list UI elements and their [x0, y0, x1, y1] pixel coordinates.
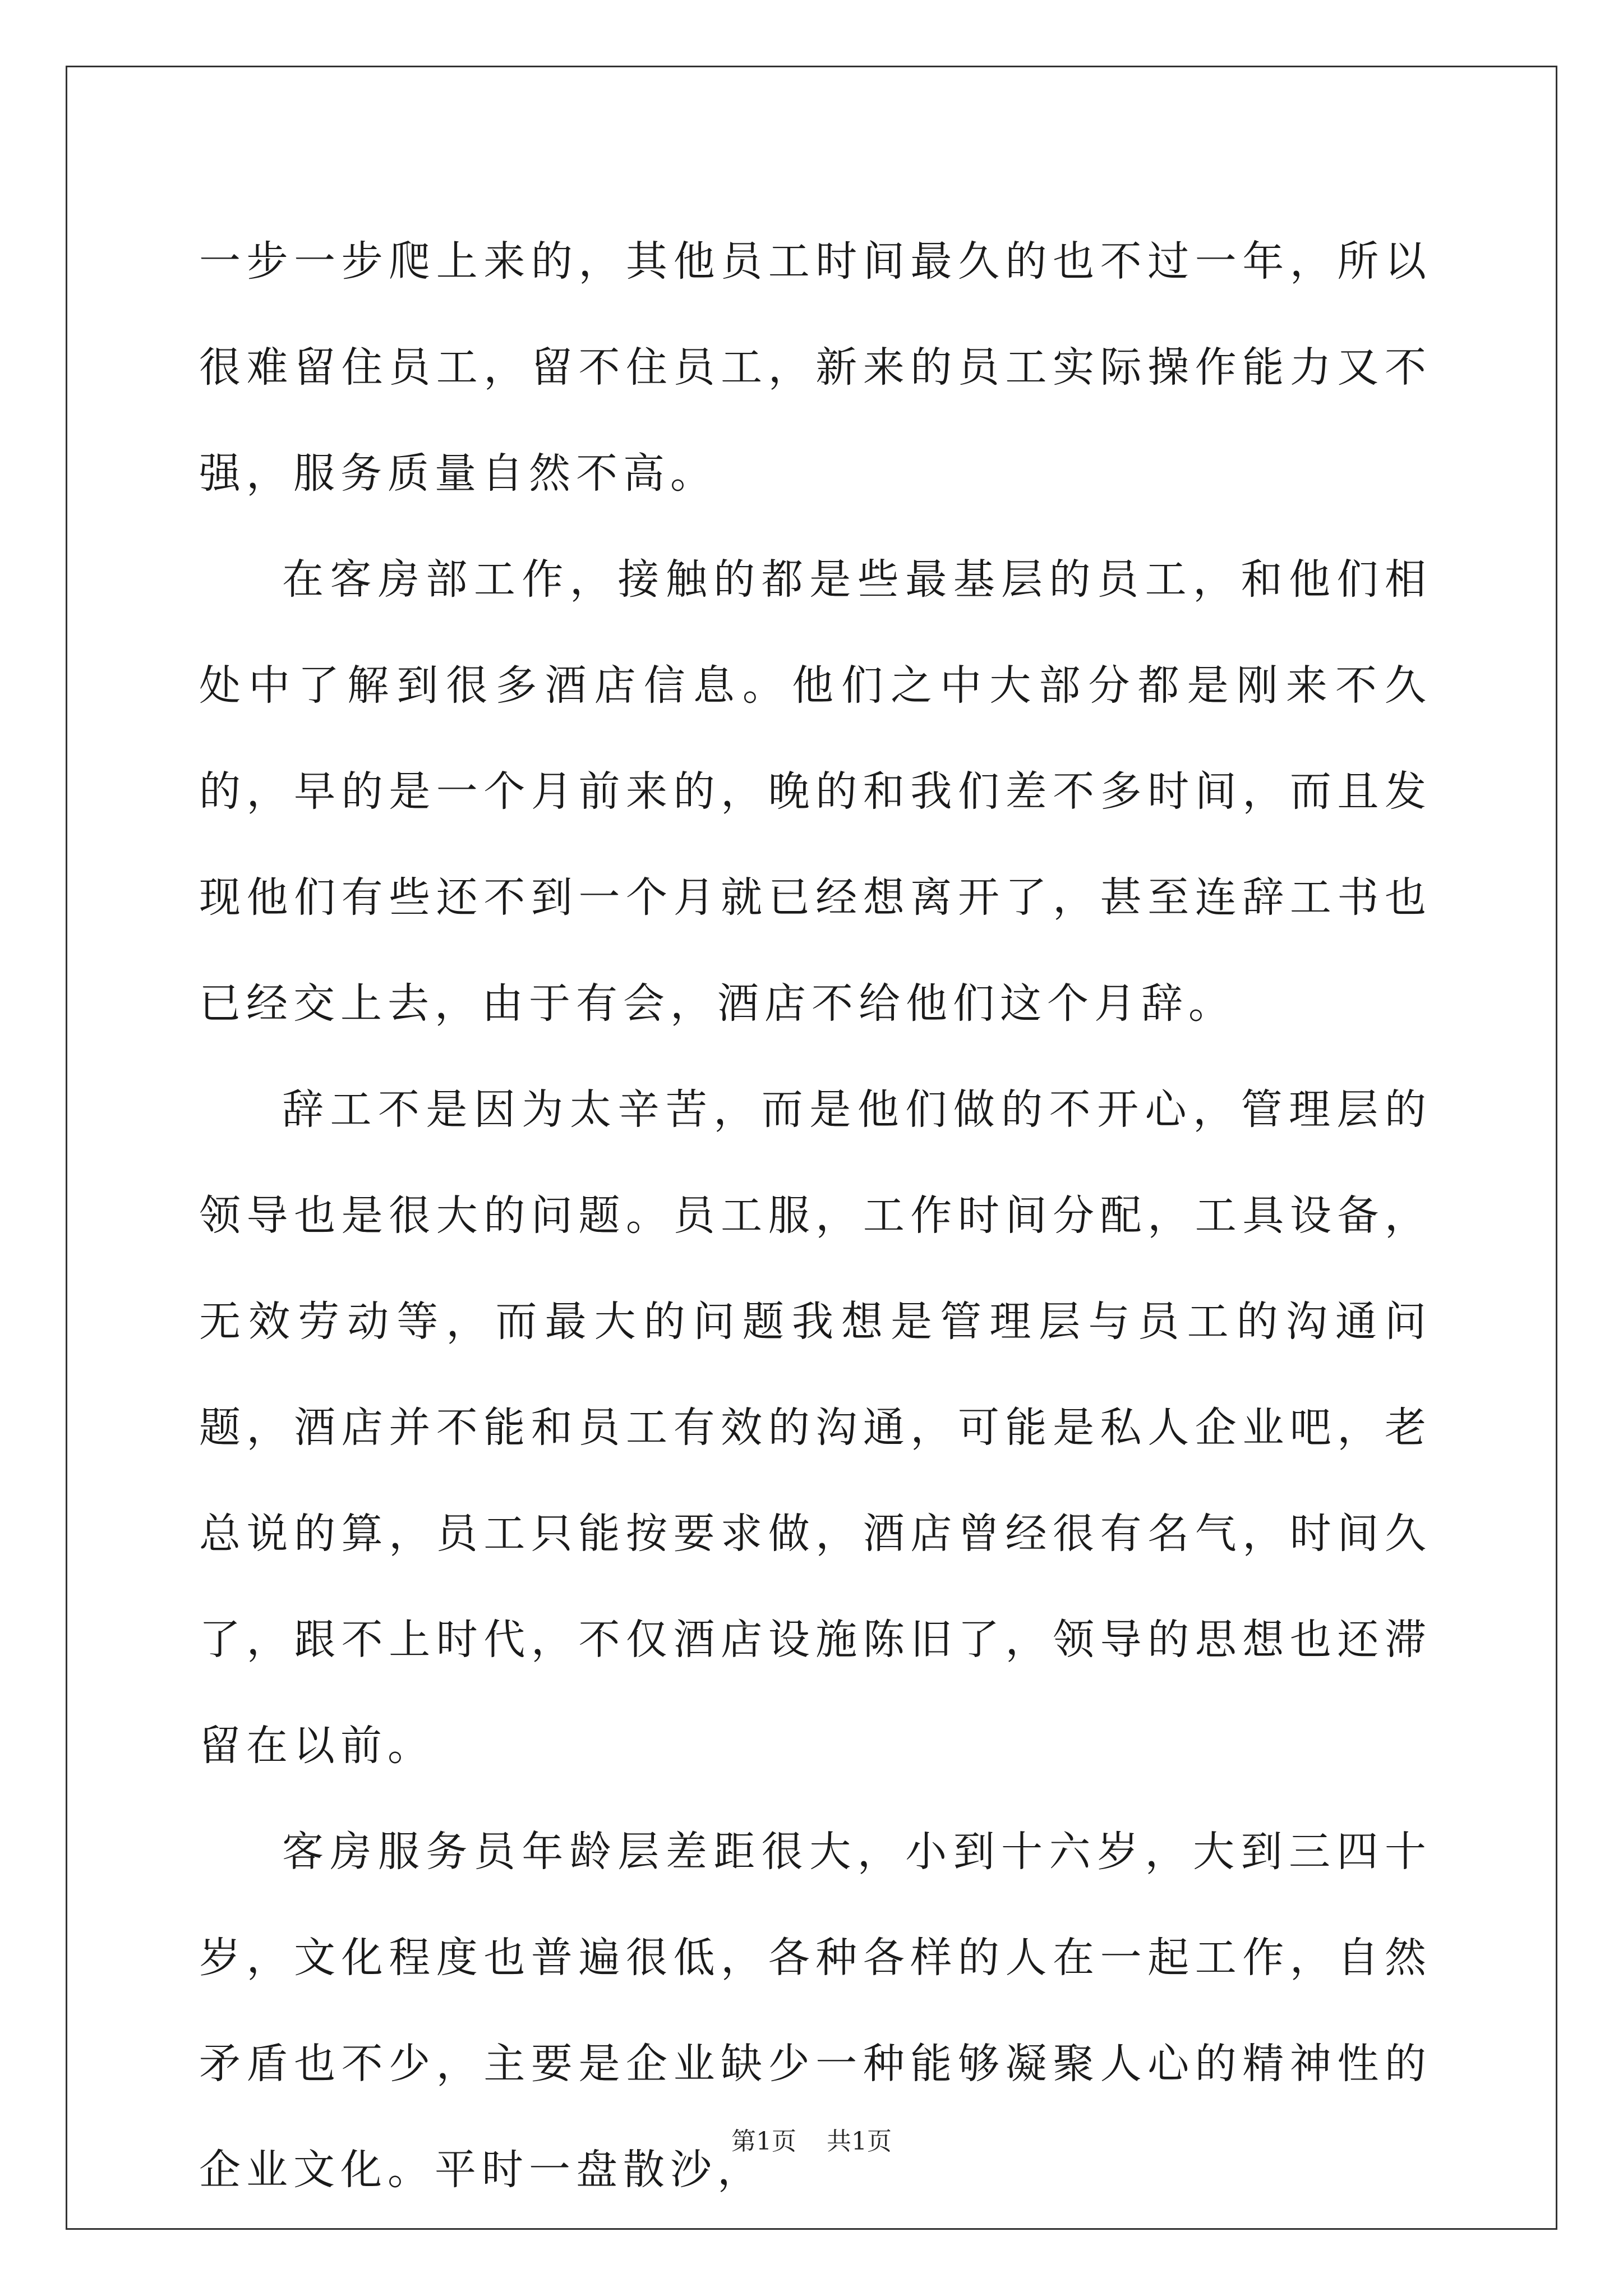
paragraph-1: 一步一步爬上来的，其他员工时间最久的也不过一年，所以很难留住员工，留不住员工，新来的员工实际操作能力又不强，服务质量自然不高。: [199, 237, 1432, 498]
page-footer: [0, 2125, 1623, 2159]
paragraph-2: 在客房部工作，接触的都是些最基层的员工，和他们相处中了解到很多酒店信息。他们之中大部分都是刚来不久的，早的是一个月前来的，晚的和我们差不多时间，而且发现他们有些还不到一个月就已经想离开了，甚至连辞工书也已经交上去，由于有会，酒店不给他们这个月辞。: [199, 555, 1432, 1028]
paragraph-3: 辞工不是因为太辛苦，而是他们做的不开心，管理层的领导也是很大的问题。员工服，工作时间分配，工具设备，无效劳动等，而最大的问题我想是管理层与员工的沟通问题，酒店并不能和员工有效的沟通，可能是私人企业吧，老总说的算，员工只能按要求做，酒店曾经很有名气，时间久了，跟不上时代，不仅酒店设施陈旧了，领导的思想也还滞留在以前。: [199, 1085, 1432, 1770]
page-number-total: 共1页: [827, 2127, 892, 2156]
document-body: [199, 209, 1432, 2223]
paragraph-4: 客房服务员年龄层差距很大，小到十六岁，大到三四十岁，文化程度也普遍很低，各种各样的人在一起工作，自然矛盾也不少，主要是企业缺少一种能够凝聚人心的精神性的企业文化。平时一盘散沙，: [199, 1828, 1432, 2194]
page-number-current: 第1页: [731, 2127, 796, 2156]
